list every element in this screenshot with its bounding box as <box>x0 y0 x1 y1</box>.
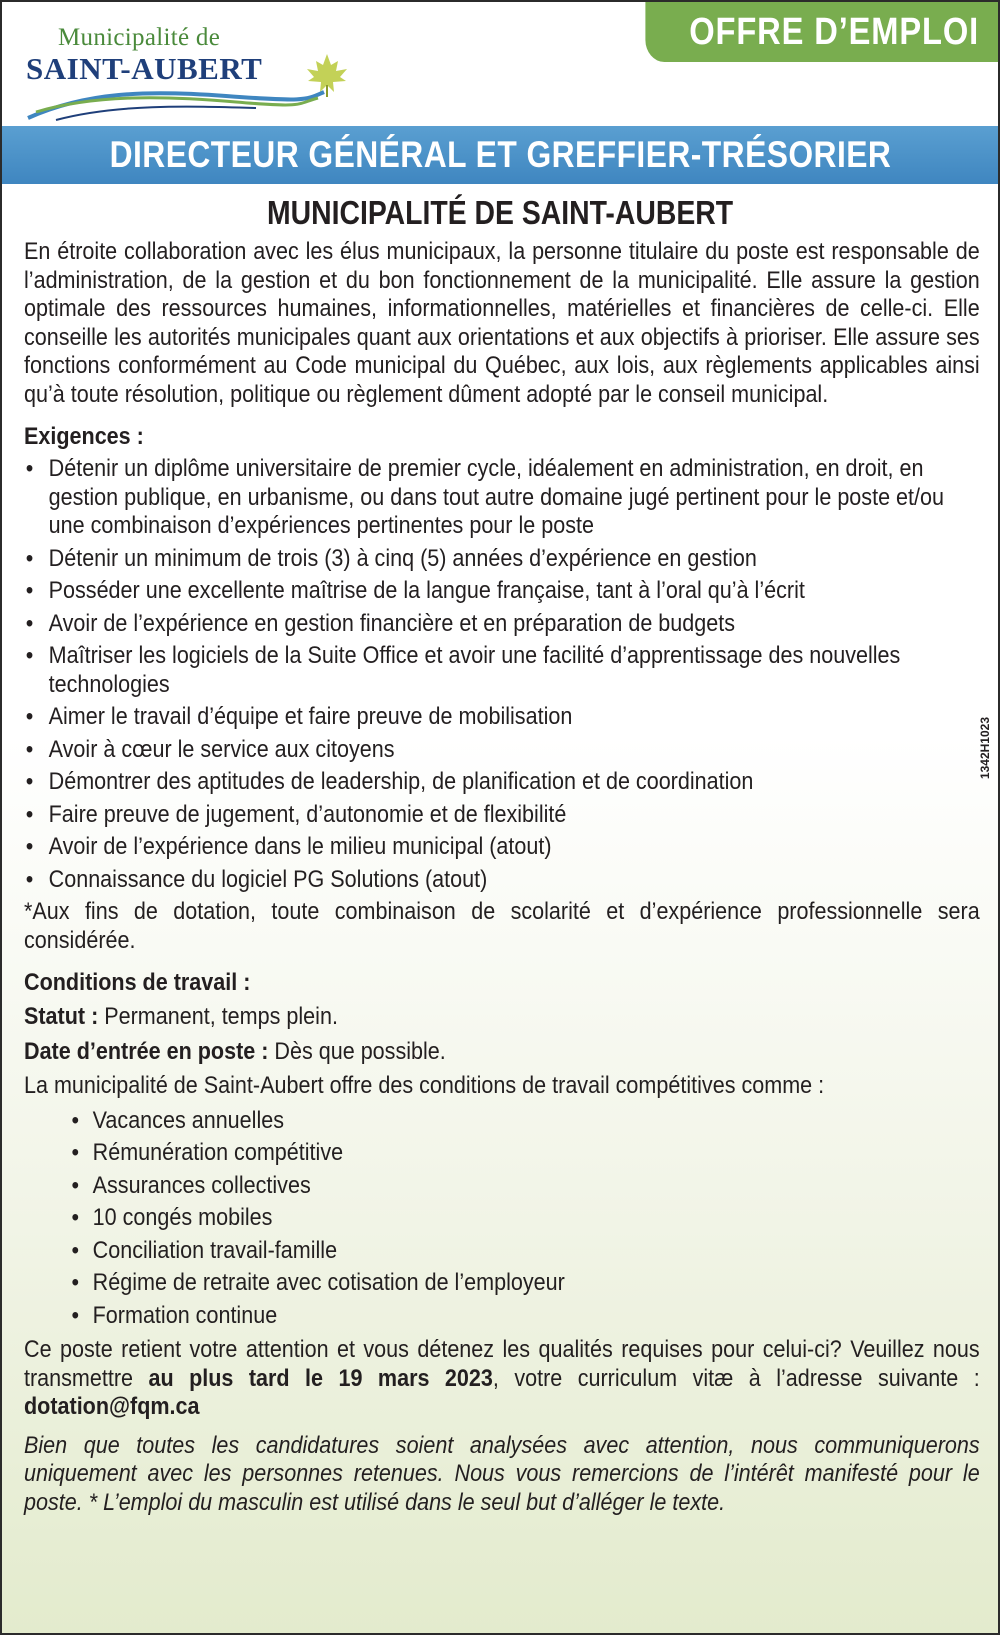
content <box>2 238 998 1517</box>
waves-icon <box>26 82 326 122</box>
employer-name: MUNICIPALITÉ DE SAINT-AUBERT <box>266 194 734 231</box>
disclaimer: Bien que toutes les candidatures soient analysées avec attention, nous communiquerons uniquement avec les personnes retenues. Nous vous remercions de l’intérêt manifesté pour le poste. * L’emploi du masculin est utilisé dans le seul but d’alléger le texte. <box>24 1431 980 1516</box>
condensed-text <box>24 238 980 1517</box>
list-item: • Faire preuve de jugement, d’autonomie et de flexibilité <box>24 801 980 830</box>
job-title: DIRECTEUR GÉNÉRAL ET GREFFIER-TRÉSORIER <box>109 134 891 175</box>
requirements-list <box>24 455 980 894</box>
list-item: • Maîtriser les logiciels de la Suite Office et avoir une facilité d’apprentissage des nouvelles technologies <box>24 642 980 699</box>
list-item: • Vacances annuelles <box>72 1107 980 1136</box>
logo-line1: Municipalité de <box>58 24 221 51</box>
benefits-list <box>24 1107 980 1331</box>
title-banner <box>2 126 998 184</box>
status-line <box>24 1003 980 1032</box>
subtitle-row <box>2 194 998 232</box>
status-value: Permanent, temps plein. <box>104 1003 338 1030</box>
list-item: • Rémunération compétitive <box>72 1139 980 1168</box>
start-date-line <box>24 1038 980 1067</box>
status-label: Statut : <box>24 1003 99 1030</box>
list-item: • Régime de retraite avec cotisation de l’employeur <box>72 1269 980 1298</box>
list-item: • Aimer le travail d’équipe et faire preuve de mobilisation <box>24 703 980 732</box>
apply-deadline: au plus tard le 19 mars 2023 <box>148 1364 493 1392</box>
start-date-value: Dès que possible. <box>274 1037 446 1065</box>
conditions-heading: Conditions de travail : <box>24 969 251 996</box>
list-item: • Démontrer des aptitudes de leadership, de planification et de coordination <box>24 768 980 797</box>
apply-paragraph <box>24 1336 980 1422</box>
intro-paragraph: En étroite collaboration avec les élus municipaux, la personne titulaire du poste est responsable de l’administration, de la gestion et du bon fonctionnement de la municipalité. Elle assure la gestion optimale des ressources humaines, informationnelles, matérielles et financières de celle-ci. Elle conseille les autorités municipales quant aux orientations et aux objectifs à prioriser. Elle assure ses fonctions conformément au Code municipal du Québec, aux lois, aux règlements applicables ainsi qu’à toute résolution, politique ou règlement dûment adopté par le conseil municipal. <box>24 238 980 408</box>
reference-code: 1342H1023 <box>978 717 992 780</box>
list-item: • Avoir de l’expérience dans le milieu municipal (atout) <box>24 833 980 862</box>
apply-text-2: , votre curriculum vitæ à l’adresse suivante : <box>492 1364 980 1392</box>
list-item: • Détenir un diplôme universitaire de premier cycle, idéalement en administration, en droit, en gestion publique, en urbanisme, ou dans tout autre domaine jugé pertinent pour le poste et/ou une combinaison d’expériences pertinentes pour le poste <box>24 455 980 541</box>
benefits-intro: La municipalité de Saint-Aubert offre des conditions de travail compétitives comme : <box>24 1072 825 1099</box>
list-item: • Détenir un minimum de trois (3) à cinq (5) années d’expérience en gestion <box>24 545 980 574</box>
list-item: • Connaissance du logiciel PG Solutions (atout) <box>24 866 980 895</box>
list-item: • Conciliation travail-famille <box>72 1237 980 1266</box>
apply-email-link[interactable]: dotation@fqm.ca <box>24 1393 200 1420</box>
list-item: • Posséder une excellente maîtrise de la langue française, tant à l’oral qu’à l’écrit <box>24 577 980 606</box>
requirements-note: *Aux fins de dotation, toute combinaison de scolarité et d’expérience professionnelle sera considérée. <box>24 898 980 954</box>
header <box>2 2 998 126</box>
apply-text-1: Ce poste retient votre attention et vous détenez les qualités requises pour celui-ci? Veuillez nous transmettre <box>24 1336 980 1392</box>
municipality-logo <box>26 24 346 120</box>
list-item: • Avoir de l’expérience en gestion financière et en préparation de budgets <box>24 610 980 639</box>
list-item: • Assurances collectives <box>72 1172 980 1201</box>
list-item: • 10 congés mobiles <box>72 1204 980 1233</box>
logo-line2: SAINT-AUBERT <box>26 51 263 86</box>
list-item: • Formation continue <box>72 1302 980 1331</box>
offer-badge: OFFRE D’EMPLOI <box>645 2 998 62</box>
list-item: • Avoir à cœur le service aux citoyens <box>24 736 980 765</box>
start-date-label: Date d’entrée en poste : <box>24 1037 269 1065</box>
requirements-heading: Exigences : <box>24 423 144 450</box>
